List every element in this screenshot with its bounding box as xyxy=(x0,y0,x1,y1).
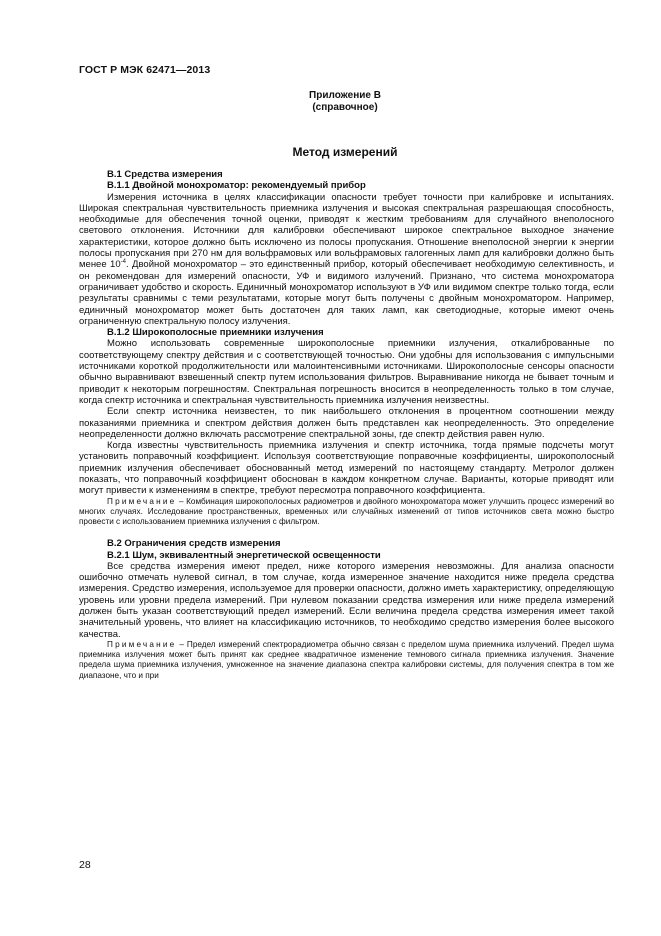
appendix-title: Приложение В xyxy=(309,90,381,101)
note-text: – Предел измерений спектрорадиометра обычно связан с пределом шума приемника излучений. Предел шума приемника излучения может быть принят как среднее квадратичное изменение темнового сигнала приемника излучения. Значение предела шума приемника излучения, умноженное на значение диапазона спектра калибровки системы, для получения спектра в том же диапазоне, что и при xyxy=(79,639,614,680)
section-gap xyxy=(79,527,614,538)
paragraph-b1-1 xyxy=(79,192,614,328)
subsection-heading-b2-1: В.2.1 Шум, эквивалентный энергетической освещенности xyxy=(107,549,381,561)
standard-header: ГОСТ Р МЭК 62471—2013 xyxy=(79,64,211,76)
paragraph-b1-2-2: Если спектр источника неизвестен, то пик наибольшего отклонения в процентном соотношении между показаниями приемника и спектром действия должен быть представлен как неопределенность. Это определение неопределенности должно включать рассмотрение спектральной зоны, где спектр действия равен нулю. xyxy=(79,406,614,440)
page-number: 28 xyxy=(79,859,91,871)
note-label: Примечание xyxy=(107,639,177,649)
subsection-heading-b1-2: В.1.2 Широкополосные приемники излучения xyxy=(107,327,324,339)
paragraph-b1-2-3: Когда известны чувствительность приемника излучения и спектр источника, тогда прямые подсчеты могут установить поправочный коэффициент. Используя соответствующие поправочные коэффициенты, широкополосный приемник излучения обеспечивает обоснованный метод измерений по настоящему стандарту. Метролог должен показать, что поправочный коэффициент обоснован в каждом конкретном случае. Варианты, которые приводят или могут привести к изменениям в спектре, требуют пересмотра поправочного коэффициента. xyxy=(79,440,614,497)
paragraph-b1-1-part-a: Измерения источника в целях классификации опасности требует точности при калибровке и испытаниях. Широкая спектральная чувствительность приемника излучения и высокая спектральная разрешающая способность, необходимые для обеспечения точной оценки, приводят к жестким требованиям для случайного внеполосного светового отклонения. Источники для калибровки обеспечивают широкое спектральное выходное значение характеристики, которое должно быть исключено из полосы пропускания. Отношение внеполосной энергии к энергии полосы пропускания при 270 нм для вольфрамовых или вольфрамовых галогенных ламп для калибровки должно быть менее 10 xyxy=(79,191,614,271)
subsection-heading-b1-1: В.1.1 Двойной монохроматор: рекомендуемый прибор xyxy=(107,180,366,192)
page-title: Метод измерений xyxy=(292,145,398,159)
section-heading-b2: В.2 Ограничения средств измерения xyxy=(107,538,281,550)
paragraph-b1-1-part-b: . Двойной монохроматор – это единственный прибор, который обеспечивает необходимую селективность, и он рекомендован для измерений опасности, УФ и видимого излучений. Признано, что система монохроматора ограничивает удобство и скорость. Единичный монохроматор используют в УФ или видимом спектре только тогда, если результаты сравнимы с теми результатами, которые могут быть получены с двойным монохроматором. Например, единичный монохроматор может быть достаточен для таких ламп, как светодиодные, которые имеют очень ограниченную спектральную полосу излучения. xyxy=(79,259,614,327)
paragraph-b1-2-1: Можно использовать современные широкополосные приемники излучения, откалиброванные по соответствующему спектру действия и с соответствующей точностью. Они удобны для использования с импульсными источниками короткой продолжительности или малоинтенсивными источниками. Широкополосные сенсоры опасности обычно выравнивают взвешенный спектр путем использования фильтров. Выравнивание никогда не бывает точным и приводит к некоторым погрешностям. Спектральная погрешность вносится в неопределенность только в том случае, когда спектр источника и спектральная чувствительность приемника излучения неизвестны. xyxy=(79,338,614,406)
note-b1-2 xyxy=(79,497,614,528)
note-text: – Комбинация широкополосных радиометров и двойного монохроматора может улучшить процесс измерений во многих случаях. Исследование пространственных, временных или случайных изменений от типов источников света можно быстро провести с использованием приемника излучения с фильтром. xyxy=(79,496,614,527)
note-b2-1 xyxy=(79,640,614,681)
note-label: Примечание xyxy=(107,496,177,506)
appendix-subtitle: (справочное) xyxy=(312,102,378,113)
section-heading-b1: В.1 Средства измерения xyxy=(107,169,223,180)
paragraph-b2-1: Все средства измерения имеют предел, ниже которого измерения невозможны. Для анализа опасности ошибочно отмечать нулевой сигнал, в том случае, когда измеренное значение находится ниже предела средства измерения. Средство измерения, используемое для проверки опасности, должно иметь характеристику, определяющую уровень или уровни предела измерений. При нулевом показании средства измерения или ниже предела измерений должен быть указан соответствующий предел измерений. Если величина предела средства измерения имеет такой значительный уровень, что влияет на классификацию источников, то необходимо средство измерения более высокого качества. xyxy=(79,560,614,640)
document-body xyxy=(79,169,614,681)
exponent: -4 xyxy=(120,259,126,266)
